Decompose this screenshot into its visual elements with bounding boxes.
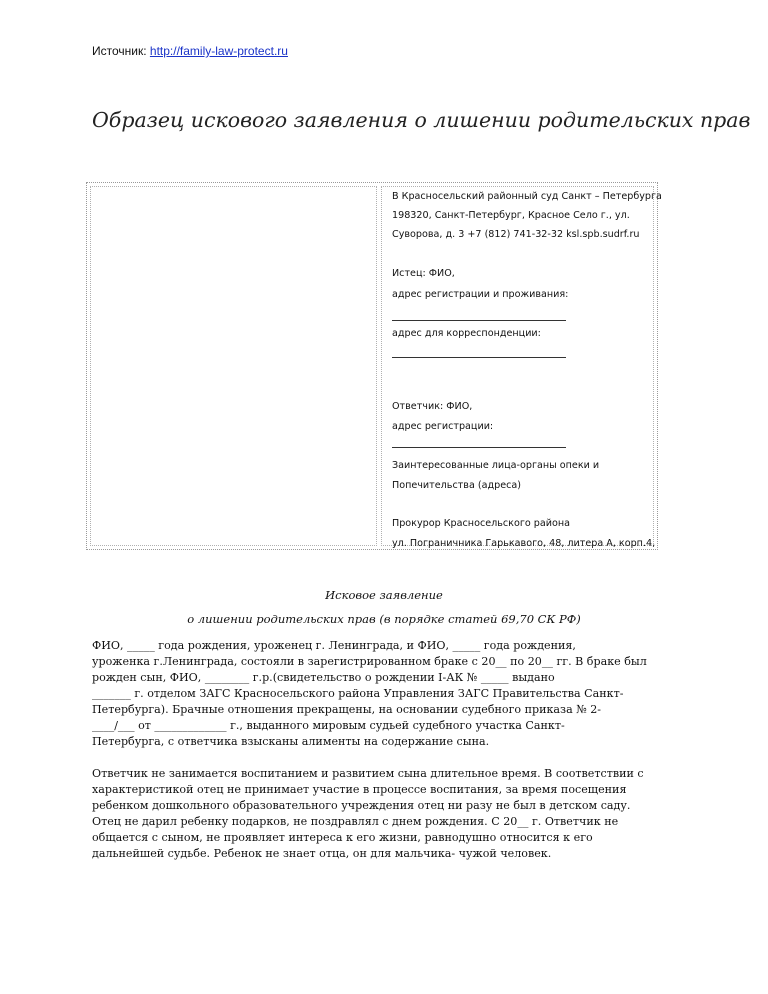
text-line: дальнейшей судьбе. Ребенок не знает отца, он для мальчика- чужой человек. — [92, 847, 552, 860]
paragraph-facts — [92, 638, 688, 750]
court-name: В Красносельский районный суд Санкт – Петербурга — [392, 191, 662, 202]
plaintiff-label: Истец: ФИО, — [392, 268, 455, 279]
text-line: рожден сын, ФИО, ________ г.р.(свидетельство о рождении I-АК № _____ выдано — [92, 671, 555, 684]
header-right-cell — [381, 186, 654, 546]
source-line — [92, 44, 288, 58]
source-label: Источник: — [92, 44, 147, 58]
paragraph-defendant-conduct — [92, 766, 688, 862]
text-line: Петербурга, с ответчика взысканы алименты на содержание сына. — [92, 735, 490, 748]
text-line: общается с сыном, не проявляет интереса к его жизни, равнодушно относится к его — [92, 831, 593, 844]
court-address: 198320, Санкт-Петербург, Красное Село г., ул. — [392, 210, 630, 221]
text-line: Отец не дарил ребенку подарков, не поздравлял с днем рождения. С 20__ г. Ответчик не — [92, 815, 619, 828]
text-line: характеристикой отец не принимает участие в процессе воспитания, за время посещения — [92, 783, 627, 796]
claim-subheading: о лишении родительских прав (в порядке статей 69,70 СК РФ) — [187, 612, 581, 626]
defendant-label: Ответчик: ФИО, — [392, 401, 473, 412]
interested-parties-label: Заинтересованные лица-органы опеки и — [392, 460, 600, 471]
text-line: ФИО, _____ года рождения, уроженец г. Ленинграда, и ФИО, _____ года рождения, — [92, 639, 576, 652]
court-contacts: Суворова, д. 3 +7 (812) 741-32-32 ksl.spb.sudrf.ru — [392, 229, 640, 240]
text-line: ребенком дошкольного образовательного учреждения отец ни разу не был в детском саду. — [92, 799, 631, 812]
correspondence-address-label: адрес для корреспонденции: — [392, 328, 541, 339]
guardianship-label: Попечительства (адреса) — [392, 480, 522, 491]
prosecutor-label: Прокурор Красносельского района — [392, 518, 571, 529]
text-line: ____/___ от _____________ г., выданного мировым судьей судебного участка Санкт- — [92, 719, 565, 732]
defendant-address-label: адрес регистрации: — [392, 421, 494, 432]
document-title: Образец искового заявления о лишении родительских прав — [92, 108, 751, 132]
plaintiff-address-label: адрес регистрации и проживания: — [392, 289, 569, 300]
text-line: _______ г. отделом ЗАГС Красносельского района Управления ЗАГС Правительства Санкт- — [92, 687, 624, 700]
text-line: Ответчик не занимается воспитанием и развитием сына длительное время. В соответствии с — [92, 767, 644, 780]
defendant-address-blank — [392, 447, 566, 448]
text-line: уроженка г.Ленинграда, состояли в зарегистрированном браке с 20__ по 20__ гг. В браке был — [92, 655, 647, 668]
plaintiff-address-blank — [392, 320, 566, 321]
text-line: Петербурга). Брачные отношения прекращены, на основании судебного приказа № 2- — [92, 703, 602, 716]
source-link[interactable]: http://family-law-protect.ru — [149, 44, 288, 58]
claim-heading: Исковое заявление — [325, 588, 443, 602]
prosecutor-address: ул. Пограничника Гарькавого, 48, литера А, корп.4, — [392, 538, 656, 549]
correspondence-address-blank — [392, 357, 566, 358]
header-left-cell — [90, 186, 377, 546]
